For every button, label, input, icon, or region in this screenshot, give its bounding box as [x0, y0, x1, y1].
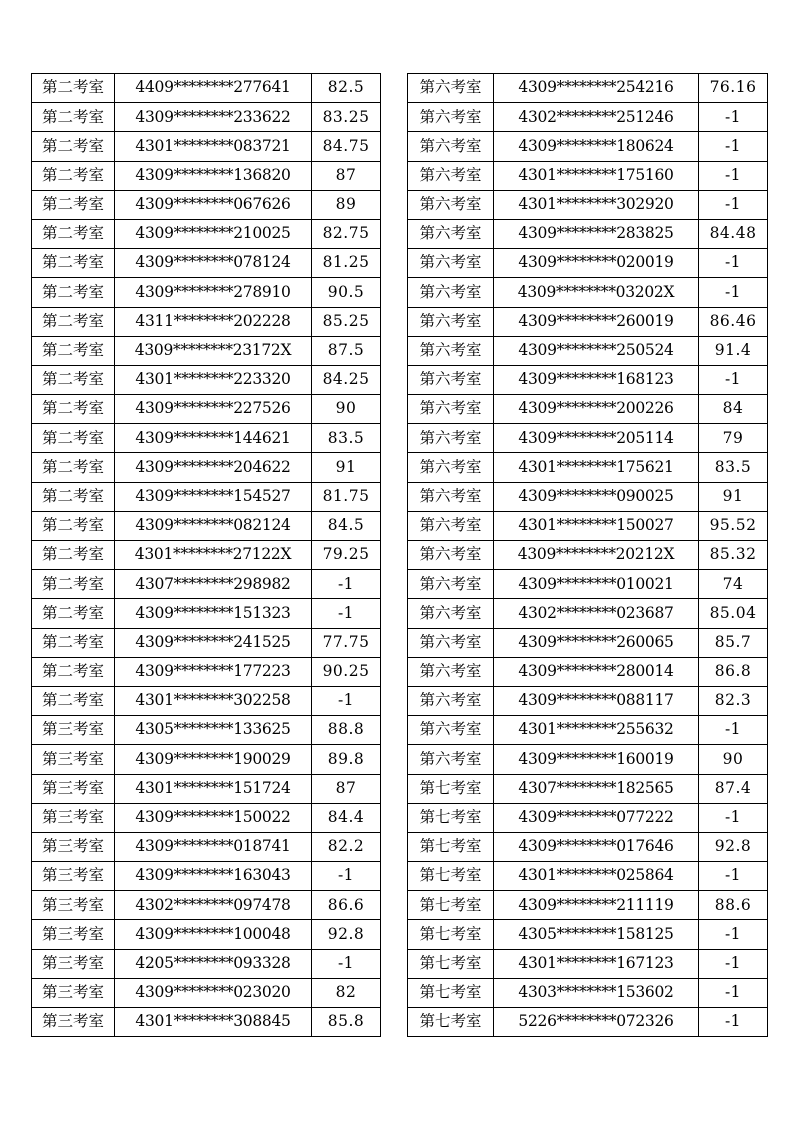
score-cell: 84.5: [312, 511, 381, 540]
table-row: [408, 132, 768, 161]
score-cell: 85.7: [699, 628, 768, 657]
id-number-cell: 4309********151323: [115, 599, 312, 628]
table-row: [32, 891, 381, 920]
score-cell: 87: [312, 774, 381, 803]
score-cell: 84.48: [699, 219, 768, 248]
table-row: [408, 336, 768, 365]
score-cell: -1: [699, 920, 768, 949]
id-number-cell: 4309********017646: [494, 832, 699, 861]
table-row: [408, 949, 768, 978]
id-number-cell: 4301********255632: [494, 716, 699, 745]
exam-room-cell: 第二考室: [32, 570, 115, 599]
id-number-cell: 4301********175160: [494, 161, 699, 190]
score-cell: -1: [699, 278, 768, 307]
table-row: [32, 74, 381, 103]
score-cell: 89.8: [312, 745, 381, 774]
exam-room-cell: 第二考室: [32, 599, 115, 628]
score-cell: 84.25: [312, 365, 381, 394]
id-number-cell: 4309********023020: [115, 978, 312, 1007]
exam-room-cell: 第二考室: [32, 190, 115, 219]
table-row: [32, 657, 381, 686]
id-number-cell: 4205********093328: [115, 949, 312, 978]
exam-room-cell: 第六考室: [408, 686, 494, 715]
id-number-cell: 4309********210025: [115, 219, 312, 248]
exam-room-cell: 第二考室: [32, 365, 115, 394]
table-row: [408, 716, 768, 745]
score-cell: 79: [699, 424, 768, 453]
id-number-cell: 4309********200226: [494, 395, 699, 424]
score-cell: 79.25: [312, 541, 381, 570]
id-number-cell: 4309********136820: [115, 161, 312, 190]
table-row: [32, 570, 381, 599]
score-cell: 88.6: [699, 891, 768, 920]
exam-room-cell: 第三考室: [32, 1008, 115, 1037]
exam-room-cell: 第六考室: [408, 132, 494, 161]
table-row: [32, 307, 381, 336]
exam-room-cell: 第二考室: [32, 74, 115, 103]
score-cell: 83.25: [312, 103, 381, 132]
exam-room-cell: 第二考室: [32, 132, 115, 161]
score-cell: -1: [312, 862, 381, 891]
score-cell: 95.52: [699, 511, 768, 540]
exam-room-cell: 第二考室: [32, 249, 115, 278]
exam-room-cell: 第二考室: [32, 307, 115, 336]
exam-room-cell: 第二考室: [32, 161, 115, 190]
exam-room-cell: 第三考室: [32, 774, 115, 803]
table-row: [408, 541, 768, 570]
exam-room-cell: 第六考室: [408, 482, 494, 511]
table-row: [408, 190, 768, 219]
table-row: [408, 249, 768, 278]
id-number-cell: 4309********190029: [115, 745, 312, 774]
score-cell: 82.5: [312, 74, 381, 103]
exam-room-cell: 第六考室: [408, 541, 494, 570]
score-cell: 92.8: [699, 832, 768, 861]
table-row: [32, 103, 381, 132]
id-number-cell: 4307********298982: [115, 570, 312, 599]
exam-room-cell: 第六考室: [408, 716, 494, 745]
score-cell: -1: [699, 190, 768, 219]
table-row: [32, 278, 381, 307]
exam-room-cell: 第三考室: [32, 891, 115, 920]
table-row: [32, 365, 381, 394]
exam-room-cell: 第三考室: [32, 832, 115, 861]
table-row: [408, 365, 768, 394]
exam-room-cell: 第七考室: [408, 1008, 494, 1037]
id-number-cell: 4309********163043: [115, 862, 312, 891]
score-cell: 82.75: [312, 219, 381, 248]
table-row: [32, 395, 381, 424]
id-number-cell: 4302********023687: [494, 599, 699, 628]
exam-room-cell: 第六考室: [408, 278, 494, 307]
table-row: [408, 453, 768, 482]
score-cell: 83.5: [699, 453, 768, 482]
id-number-cell: 4301********27122X: [115, 541, 312, 570]
table-row: [408, 395, 768, 424]
score-cell: 87.4: [699, 774, 768, 803]
table-row: [408, 1008, 768, 1037]
score-cell: 82.2: [312, 832, 381, 861]
right-table-body: [408, 74, 768, 1037]
exam-room-cell: 第六考室: [408, 365, 494, 394]
score-cell: 82: [312, 978, 381, 1007]
score-cell: 85.8: [312, 1008, 381, 1037]
exam-room-cell: 第二考室: [32, 336, 115, 365]
exam-room-cell: 第六考室: [408, 336, 494, 365]
table-row: [32, 482, 381, 511]
id-number-cell: 4305********133625: [115, 716, 312, 745]
score-cell: 77.75: [312, 628, 381, 657]
table-row: [32, 920, 381, 949]
table-row: [408, 424, 768, 453]
exam-room-cell: 第六考室: [408, 599, 494, 628]
id-number-cell: 4309********010021: [494, 570, 699, 599]
exam-room-cell: 第三考室: [32, 803, 115, 832]
id-number-cell: 4301********150027: [494, 511, 699, 540]
exam-room-cell: 第七考室: [408, 862, 494, 891]
id-number-cell: 4307********182565: [494, 774, 699, 803]
exam-room-cell: 第六考室: [408, 190, 494, 219]
score-cell: -1: [699, 132, 768, 161]
table-row: [408, 803, 768, 832]
id-number-cell: 4301********175621: [494, 453, 699, 482]
exam-room-cell: 第二考室: [32, 511, 115, 540]
table-row: [408, 657, 768, 686]
left-table-body: [32, 74, 381, 1037]
id-number-cell: 4309********082124: [115, 511, 312, 540]
exam-room-cell: 第七考室: [408, 774, 494, 803]
id-number-cell: 4301********083721: [115, 132, 312, 161]
exam-room-cell: 第三考室: [32, 978, 115, 1007]
exam-room-cell: 第二考室: [32, 628, 115, 657]
exam-room-cell: 第六考室: [408, 424, 494, 453]
table-row: [408, 103, 768, 132]
exam-room-cell: 第六考室: [408, 103, 494, 132]
id-number-cell: 4309********150022: [115, 803, 312, 832]
score-cell: 84.4: [312, 803, 381, 832]
table-row: [408, 920, 768, 949]
score-cell: -1: [699, 716, 768, 745]
table-row: [32, 132, 381, 161]
exam-room-cell: 第六考室: [408, 570, 494, 599]
score-cell: -1: [699, 978, 768, 1007]
id-number-cell: 4301********025864: [494, 862, 699, 891]
score-cell: 85.32: [699, 541, 768, 570]
exam-room-cell: 第七考室: [408, 832, 494, 861]
id-number-cell: 4309********23172X: [115, 336, 312, 365]
id-number-cell: 4301********151724: [115, 774, 312, 803]
exam-room-cell: 第三考室: [32, 716, 115, 745]
id-number-cell: 4309********154527: [115, 482, 312, 511]
score-cell: 91: [312, 453, 381, 482]
exam-room-cell: 第三考室: [32, 920, 115, 949]
score-cell: 91: [699, 482, 768, 511]
score-cell: -1: [699, 103, 768, 132]
score-cell: 91.4: [699, 336, 768, 365]
id-number-cell: 4309********280014: [494, 657, 699, 686]
score-cell: 86.8: [699, 657, 768, 686]
id-number-cell: 4309********227526: [115, 395, 312, 424]
exam-room-cell: 第二考室: [32, 686, 115, 715]
table-row: [408, 307, 768, 336]
exam-room-cell: 第二考室: [32, 541, 115, 570]
table-row: [408, 161, 768, 190]
id-number-cell: 4409********277641: [115, 74, 312, 103]
exam-room-cell: 第六考室: [408, 745, 494, 774]
id-number-cell: 4309********205114: [494, 424, 699, 453]
exam-room-cell: 第三考室: [32, 862, 115, 891]
id-number-cell: 4303********153602: [494, 978, 699, 1007]
score-cell: -1: [312, 570, 381, 599]
exam-room-cell: 第七考室: [408, 920, 494, 949]
score-cell: -1: [699, 949, 768, 978]
exam-room-cell: 第二考室: [32, 424, 115, 453]
id-number-cell: 4309********250524: [494, 336, 699, 365]
exam-room-cell: 第六考室: [408, 511, 494, 540]
table-row: [408, 745, 768, 774]
id-number-cell: 4309********283825: [494, 219, 699, 248]
table-row: [32, 511, 381, 540]
id-number-cell: 4311********202228: [115, 307, 312, 336]
score-cell: 85.25: [312, 307, 381, 336]
score-cell: 83.5: [312, 424, 381, 453]
table-row: [408, 511, 768, 540]
id-number-cell: 4302********251246: [494, 103, 699, 132]
id-number-cell: 4309********090025: [494, 482, 699, 511]
score-cell: 84: [699, 395, 768, 424]
score-cell: -1: [699, 365, 768, 394]
score-cell: -1: [699, 803, 768, 832]
table-row: [32, 161, 381, 190]
id-number-cell: 4309********077222: [494, 803, 699, 832]
id-number-cell: 4309********254216: [494, 74, 699, 103]
id-number-cell: 5226********072326: [494, 1008, 699, 1037]
exam-room-cell: 第三考室: [32, 745, 115, 774]
id-number-cell: 4309********160019: [494, 745, 699, 774]
id-number-cell: 4309********241525: [115, 628, 312, 657]
exam-room-cell: 第二考室: [32, 219, 115, 248]
exam-room-cell: 第六考室: [408, 74, 494, 103]
exam-room-cell: 第二考室: [32, 453, 115, 482]
right-score-table: [407, 73, 768, 1037]
score-cell: 76.16: [699, 74, 768, 103]
table-row: [408, 891, 768, 920]
table-row: [408, 482, 768, 511]
score-cell: -1: [312, 686, 381, 715]
table-row: [32, 599, 381, 628]
table-row: [32, 745, 381, 774]
score-cell: 90: [312, 395, 381, 424]
exam-room-cell: 第二考室: [32, 657, 115, 686]
table-row: [408, 862, 768, 891]
score-cell: -1: [699, 161, 768, 190]
table-row: [32, 190, 381, 219]
score-cell: 90.25: [312, 657, 381, 686]
score-cell: 89: [312, 190, 381, 219]
exam-room-cell: 第二考室: [32, 482, 115, 511]
score-cell: 87.5: [312, 336, 381, 365]
table-row: [32, 219, 381, 248]
id-number-cell: 4309********100048: [115, 920, 312, 949]
table-row: [32, 862, 381, 891]
table-row: [32, 541, 381, 570]
exam-room-cell: 第二考室: [32, 278, 115, 307]
table-row: [32, 453, 381, 482]
id-number-cell: 4302********097478: [115, 891, 312, 920]
exam-room-cell: 第六考室: [408, 628, 494, 657]
table-row: [32, 1008, 381, 1037]
id-number-cell: 4305********158125: [494, 920, 699, 949]
id-number-cell: 4309********177223: [115, 657, 312, 686]
id-number-cell: 4309********20212X: [494, 541, 699, 570]
score-cell: 82.3: [699, 686, 768, 715]
id-number-cell: 4301********167123: [494, 949, 699, 978]
score-cell: 85.04: [699, 599, 768, 628]
score-cell: 90.5: [312, 278, 381, 307]
score-cell: 86.46: [699, 307, 768, 336]
left-score-table: [31, 73, 381, 1037]
id-number-cell: 4309********211119: [494, 891, 699, 920]
table-row: [408, 686, 768, 715]
id-number-cell: 4309********067626: [115, 190, 312, 219]
table-row: [32, 832, 381, 861]
exam-room-cell: 第六考室: [408, 395, 494, 424]
id-number-cell: 4309********168123: [494, 365, 699, 394]
exam-room-cell: 第六考室: [408, 161, 494, 190]
score-cell: 81.25: [312, 249, 381, 278]
score-cell: -1: [312, 949, 381, 978]
score-cell: -1: [699, 1008, 768, 1037]
id-number-cell: 4309********020019: [494, 249, 699, 278]
id-number-cell: 4309********204622: [115, 453, 312, 482]
exam-room-cell: 第七考室: [408, 978, 494, 1007]
table-row: [32, 336, 381, 365]
exam-room-cell: 第三考室: [32, 949, 115, 978]
score-cell: 84.75: [312, 132, 381, 161]
id-number-cell: 4301********223320: [115, 365, 312, 394]
id-number-cell: 4309********180624: [494, 132, 699, 161]
table-row: [408, 74, 768, 103]
table-row: [32, 716, 381, 745]
table-row: [408, 570, 768, 599]
score-cell: 86.6: [312, 891, 381, 920]
table-row: [32, 249, 381, 278]
table-row: [32, 628, 381, 657]
id-number-cell: 4309********144621: [115, 424, 312, 453]
exam-room-cell: 第二考室: [32, 395, 115, 424]
score-cell: -1: [699, 862, 768, 891]
score-cell: 74: [699, 570, 768, 599]
id-number-cell: 4309********278910: [115, 278, 312, 307]
id-number-cell: 4301********302258: [115, 686, 312, 715]
exam-room-cell: 第六考室: [408, 657, 494, 686]
id-number-cell: 4301********308845: [115, 1008, 312, 1037]
id-number-cell: 4309********233622: [115, 103, 312, 132]
id-number-cell: 4309********018741: [115, 832, 312, 861]
score-cell: 92.8: [312, 920, 381, 949]
table-row: [408, 599, 768, 628]
score-cell: 90: [699, 745, 768, 774]
exam-room-cell: 第六考室: [408, 219, 494, 248]
score-cell: 88.8: [312, 716, 381, 745]
exam-room-cell: 第七考室: [408, 891, 494, 920]
table-row: [32, 774, 381, 803]
exam-room-cell: 第七考室: [408, 803, 494, 832]
id-number-cell: 4309********03202X: [494, 278, 699, 307]
table-row: [408, 832, 768, 861]
score-cell: -1: [699, 249, 768, 278]
table-row: [408, 219, 768, 248]
table-row: [408, 978, 768, 1007]
id-number-cell: 4309********078124: [115, 249, 312, 278]
exam-room-cell: 第六考室: [408, 453, 494, 482]
table-row: [32, 686, 381, 715]
exam-room-cell: 第七考室: [408, 949, 494, 978]
table-row: [32, 424, 381, 453]
score-cell: 81.75: [312, 482, 381, 511]
table-row: [32, 803, 381, 832]
table-row: [32, 949, 381, 978]
table-row: [32, 978, 381, 1007]
table-row: [408, 628, 768, 657]
exam-room-cell: 第二考室: [32, 103, 115, 132]
id-number-cell: 4301********302920: [494, 190, 699, 219]
table-row: [408, 278, 768, 307]
exam-room-cell: 第六考室: [408, 249, 494, 278]
score-cell: 87: [312, 161, 381, 190]
table-row: [408, 774, 768, 803]
id-number-cell: 4309********260065: [494, 628, 699, 657]
id-number-cell: 4309********088117: [494, 686, 699, 715]
id-number-cell: 4309********260019: [494, 307, 699, 336]
exam-room-cell: 第六考室: [408, 307, 494, 336]
score-cell: -1: [312, 599, 381, 628]
